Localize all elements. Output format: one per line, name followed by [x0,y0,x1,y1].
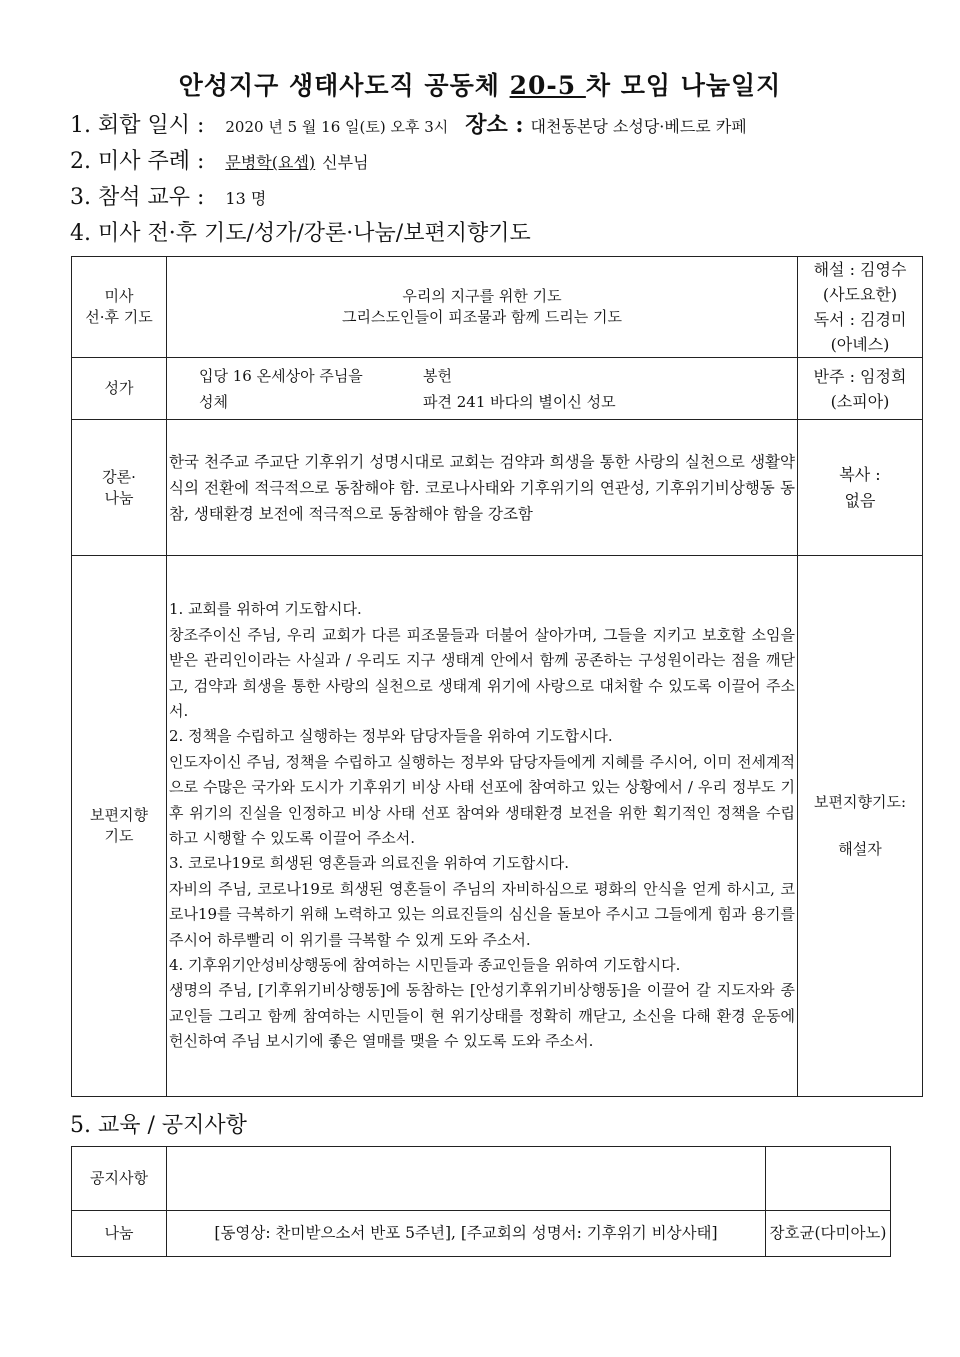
intercessions-role-label: 보편지향기도: [814,793,906,811]
row-label-prayer: 미사 선·후 기도 [72,257,167,358]
table-row [72,358,923,420]
attendance-label: 3. 참석 교우 : [70,185,205,210]
hymn-communion: 성체 [199,392,228,411]
homily-roles: 복사 : 없음 [798,420,923,556]
sharing-content: [동영상: 찬미받으소서 반포 5주년], [주교회의 성명서: 기후위기 비상사태] [167,1211,766,1257]
row-label-notice: 공지사항 [72,1147,167,1211]
hymn-dismissal: 파견 241 바다의 별이신 성모 [423,392,616,411]
intercessions-roles [798,556,923,1097]
intercession-4-title: 4. 기후위기안성비상행동에 참여하는 시민들과 종교인들을 위하여 기도합시다. [169,956,681,975]
prayer-line-1: 우리의 지구를 위한 기도 [402,287,562,305]
notice-content [167,1147,766,1211]
row-label-hymn: 성가 [72,358,167,420]
meeting-date: 2020 년 5 월 16 일(토) 오후 3시 [225,118,449,136]
section-5-heading: 5. 교육 / 공지사항 [70,1113,247,1138]
meeting-label: 1. 회합 일시 : [70,113,205,138]
row-label-homily: 강론· 나눔 [72,420,167,556]
row-label-sharing: 나눔 [72,1211,167,1257]
attendance-line [70,180,266,211]
place-label: 장소 : [465,112,524,138]
title-prefix: 안성지구 생태사도직 공동체 [178,71,510,100]
hymn-roles: 반주 : 임정희 (소피아) [798,358,923,420]
row-label-intercessions: 보편지향 기도 [72,556,167,1097]
table-row [72,257,923,358]
meeting-place: 대천동본당 소성당·베드로 카페 [530,117,747,136]
hymn-entrance: 입당 16 온세상아 주님을 [199,366,363,385]
intercession-3-title: 3. 코로나19로 희생된 영혼들과 의료진을 위하여 기도합시다. [169,854,570,873]
prayer-roles: 해설 : 김영수 (사도요한) 독서 : 김경미 (아녜스) [798,257,923,358]
prayer-line-2: 그리스도인들이 피조물과 함께 드리는 기도 [342,308,622,326]
hymn-content [167,358,798,420]
table-row [72,556,923,1097]
title-suffix: 차 모임 나눔일지 [585,71,782,100]
intercession-2-title: 2. 정책을 수립하고 실행하는 정부와 담당자들을 위하여 기도합시다. [169,727,613,746]
notice-table [71,1146,891,1257]
intercession-1-title: 1. 교회를 위하여 기도합시다. [169,600,362,619]
table-row [72,420,923,556]
homily-content: 한국 천주교 주교단 기후위기 성명시대로 교회는 검약과 희생을 통한 사랑의 실천으로 생활약식의 전환에 적극적으로 동참해야 함. 코로나사태와 기후위기의 연관성, 기후위기비상행동 동참, 생태환경 보전에 적극적으로 동참해야 함을 강조함 [167,420,798,556]
intercessions-content [167,556,798,1097]
table-row [72,1211,891,1257]
presider-suffix: 신부님 [322,153,369,172]
notice-roles [766,1147,891,1211]
hymn-offertory: 봉헌 [423,366,452,385]
intercession-4-text: 생명의 주님, [기후위기비상행동]에 동참하는 [안성기후위기비상행동]을 이끌어 갈 지도자와 종교인들 그리고 함께 참여하는 시민들이 현 위기상태를 정확히 깨닫고, 소신을 다해 환경 운동에 헌신하여 주님 보시기에 좋은 열매를 맺을 수 있도록 도와 주소서. [169,981,795,1051]
intercession-1-text: 창조주이신 주님, 우리 교회가 다른 피조물들과 더불어 살아가며, 그들을 지키고 보호할 소임을 받은 관리인이라는 사실과 / 우리도 지구 생태계 안에서 함께 공존하는 구성원이라는 점을 깨닫고, 검약과 희생을 통한 사랑의 실천으로 생태계 위기에 사랑으로 대처할 수 있도록 이끌어 주소서. [169,625,795,720]
intercessions-role-value: 해설자 [838,840,882,858]
meeting-datetime-line [70,108,747,139]
sharing-roles: 장호균(다미아노) [766,1211,891,1257]
intercession-2-text: 인도자이신 주님, 정책을 수립하고 실행하는 정부와 담당자들에게 지혜를 주시어, 이미 전세계적으로 수많은 국가와 도시가 기후위기 비상 사태 선포에 참여하고 있는 상황에서 / 우리 정부도 기후 위기의 진실을 인정하고 비상 사태 선포 참여와 생태환경 보전을 위한 획기적인 정책을 수립하고 시행할 수 있도록 이끌어 주소서. [169,752,795,847]
intercession-3-text: 자비의 주님, 코로나19로 희생된 영혼들이 주님의 자비하심으로 평화의 안식을 얻게 하시고, 코로나19를 극복하기 위해 노력하고 있는 의료진들의 심신을 돌보아 주시고 그들에게 힘과 용기를 주시어 하루빨리 이 위기를 극복할 수 있게 도와 주소서. [169,879,795,949]
attendance-count: 13 명 [225,189,267,208]
prayer-content [167,257,798,358]
mass-presider: 문병학(요셉) [225,153,316,172]
mass-presider-line [70,144,369,175]
liturgy-table [71,256,923,1097]
mass-label: 2. 미사 주례 : [70,149,205,174]
document-title [0,66,960,102]
table-row [72,1147,891,1211]
section-4-heading: 4. 미사 전·후 기도/성가/강론·나눔/보편지향기도 [70,221,531,246]
meeting-number: 20-5 [509,71,586,100]
